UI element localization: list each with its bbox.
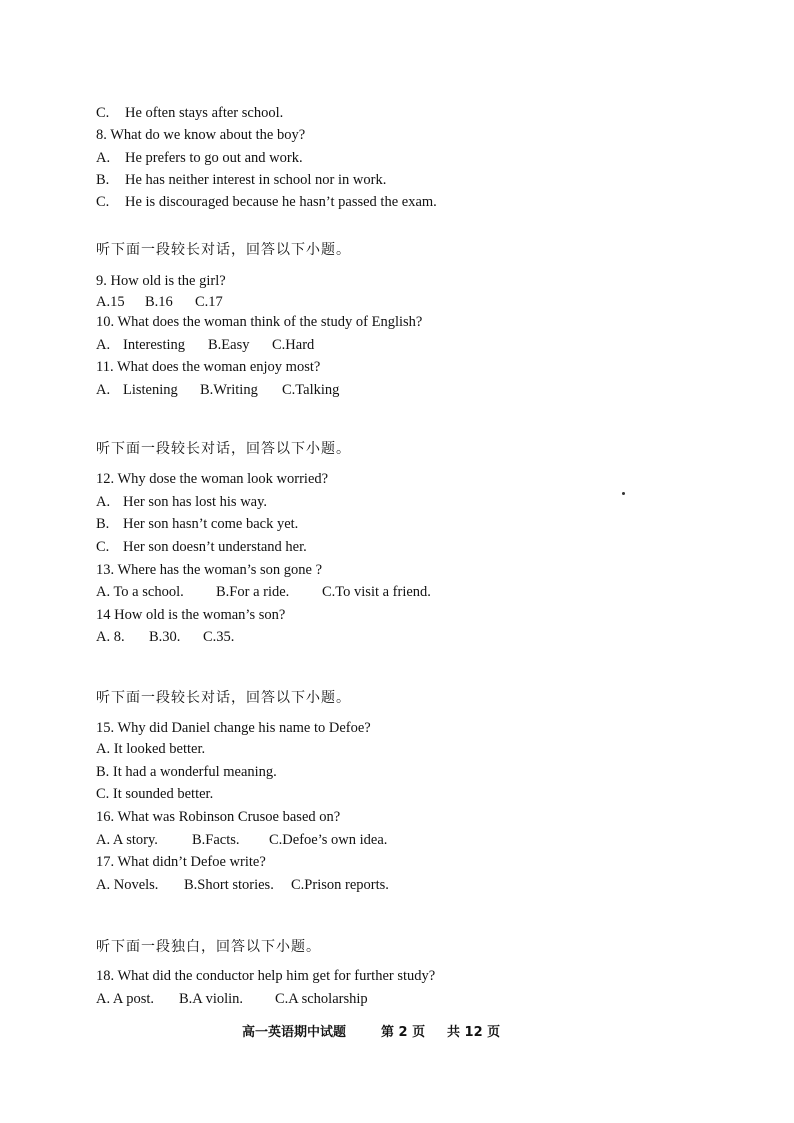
option-11c: C.Talking	[282, 382, 340, 398]
option-text: He prefers to go out and work.	[125, 150, 303, 166]
option-16c: C.Defoe’s own idea.	[269, 832, 388, 848]
options-9	[96, 293, 223, 311]
option-label: C.	[96, 194, 110, 210]
option-8a	[96, 149, 303, 167]
option-text: Her son hasn’t come back yet.	[123, 516, 299, 532]
option-12a	[96, 493, 267, 511]
option-13a: A. To a school.	[96, 584, 184, 600]
options-11	[96, 381, 339, 399]
option-18c: C.A scholarship	[275, 991, 368, 1007]
option-8b	[96, 171, 386, 189]
section-heading: 听下面一段较长对话，回答以下小题。	[96, 690, 351, 706]
option-label: A.	[96, 382, 111, 398]
option-12b	[96, 515, 298, 533]
option-12c	[96, 538, 307, 556]
option-14a: A. 8.	[96, 629, 125, 645]
question-10: 10. What does the woman think of the study of English?	[96, 314, 423, 330]
options-18	[96, 990, 368, 1008]
option-14b: B.30.	[149, 629, 181, 645]
footer-total-pages: 共 12 页	[447, 1025, 501, 1040]
option-label: B.	[96, 172, 110, 188]
option-8c	[96, 193, 437, 211]
question-15: 15. Why did Daniel change his name to Defoe?	[96, 720, 371, 736]
option-18a: A. A post.	[96, 991, 155, 1007]
question-9: 9. How old is the girl?	[96, 273, 226, 289]
option-15a: A. It looked better.	[96, 741, 206, 757]
question-16: 16. What was Robinson Crusoe based on?	[96, 809, 341, 825]
option-10c: C.Hard	[272, 337, 315, 353]
option-label: A.	[96, 337, 111, 353]
section-heading: 听下面一段独白，回答以下小题。	[96, 939, 321, 955]
option-7c	[96, 104, 283, 122]
option-17b: B.Short stories.	[184, 877, 274, 893]
question-14: 14 How old is the woman’s son?	[96, 607, 286, 623]
option-text: Her son doesn’t understand her.	[123, 539, 307, 555]
question-18: 18. What did the conductor help him get for further study?	[96, 968, 436, 984]
question-11: 11. What does the woman enjoy most?	[96, 359, 321, 375]
question-17: 17. What didn’t Defoe write?	[96, 854, 266, 870]
speck-mark	[622, 492, 625, 495]
option-18b: B.A violin.	[179, 991, 244, 1007]
section-heading: 听下面一段较长对话，回答以下小题。	[96, 441, 351, 457]
options-10	[96, 336, 314, 354]
option-text: He has neither interest in school nor in work.	[125, 172, 387, 188]
option-9a: A.15	[96, 294, 125, 310]
option-13b: B.For a ride.	[216, 584, 290, 600]
options-13	[96, 583, 431, 601]
option-10b: B.Easy	[208, 337, 250, 353]
option-15b: B. It had a wonderful meaning.	[96, 764, 277, 780]
option-11a: Listening	[123, 382, 178, 398]
option-17a: A. Novels.	[96, 877, 159, 893]
footer-title: 高一英语期中试题	[242, 1025, 347, 1040]
option-11b: B.Writing	[200, 382, 258, 398]
section-heading: 听下面一段较长对话，回答以下小题。	[96, 242, 351, 258]
options-16	[96, 831, 387, 849]
option-label: B.	[96, 516, 110, 532]
option-text: He is discouraged because he hasn’t passed the exam.	[125, 194, 437, 210]
option-16a: A. A story.	[96, 832, 158, 848]
question-12: 12. Why dose the woman look worried?	[96, 471, 329, 487]
option-17c: C.Prison reports.	[291, 877, 389, 893]
option-9b: B.16	[145, 294, 173, 310]
option-text: Her son has lost his way.	[123, 494, 268, 510]
option-label: A.	[96, 150, 111, 166]
footer-page-number: 第 2 页	[381, 1025, 426, 1040]
question-8: 8. What do we know about the boy?	[96, 127, 306, 143]
option-label: A.	[96, 494, 111, 510]
options-17	[96, 876, 389, 894]
option-14c: C.35.	[203, 629, 235, 645]
option-text: He often stays after school.	[125, 105, 284, 121]
options-14	[96, 628, 234, 646]
option-10a: Interesting	[123, 337, 186, 353]
question-13: 13. Where has the woman’s son gone ?	[96, 562, 323, 578]
option-13c: C.To visit a friend.	[322, 584, 431, 600]
option-label: C.	[96, 539, 110, 555]
option-label: C.	[96, 105, 110, 121]
option-9c: C.17	[195, 294, 223, 310]
option-16b: B.Facts.	[192, 832, 240, 848]
option-15c: C. It sounded better.	[96, 786, 214, 802]
